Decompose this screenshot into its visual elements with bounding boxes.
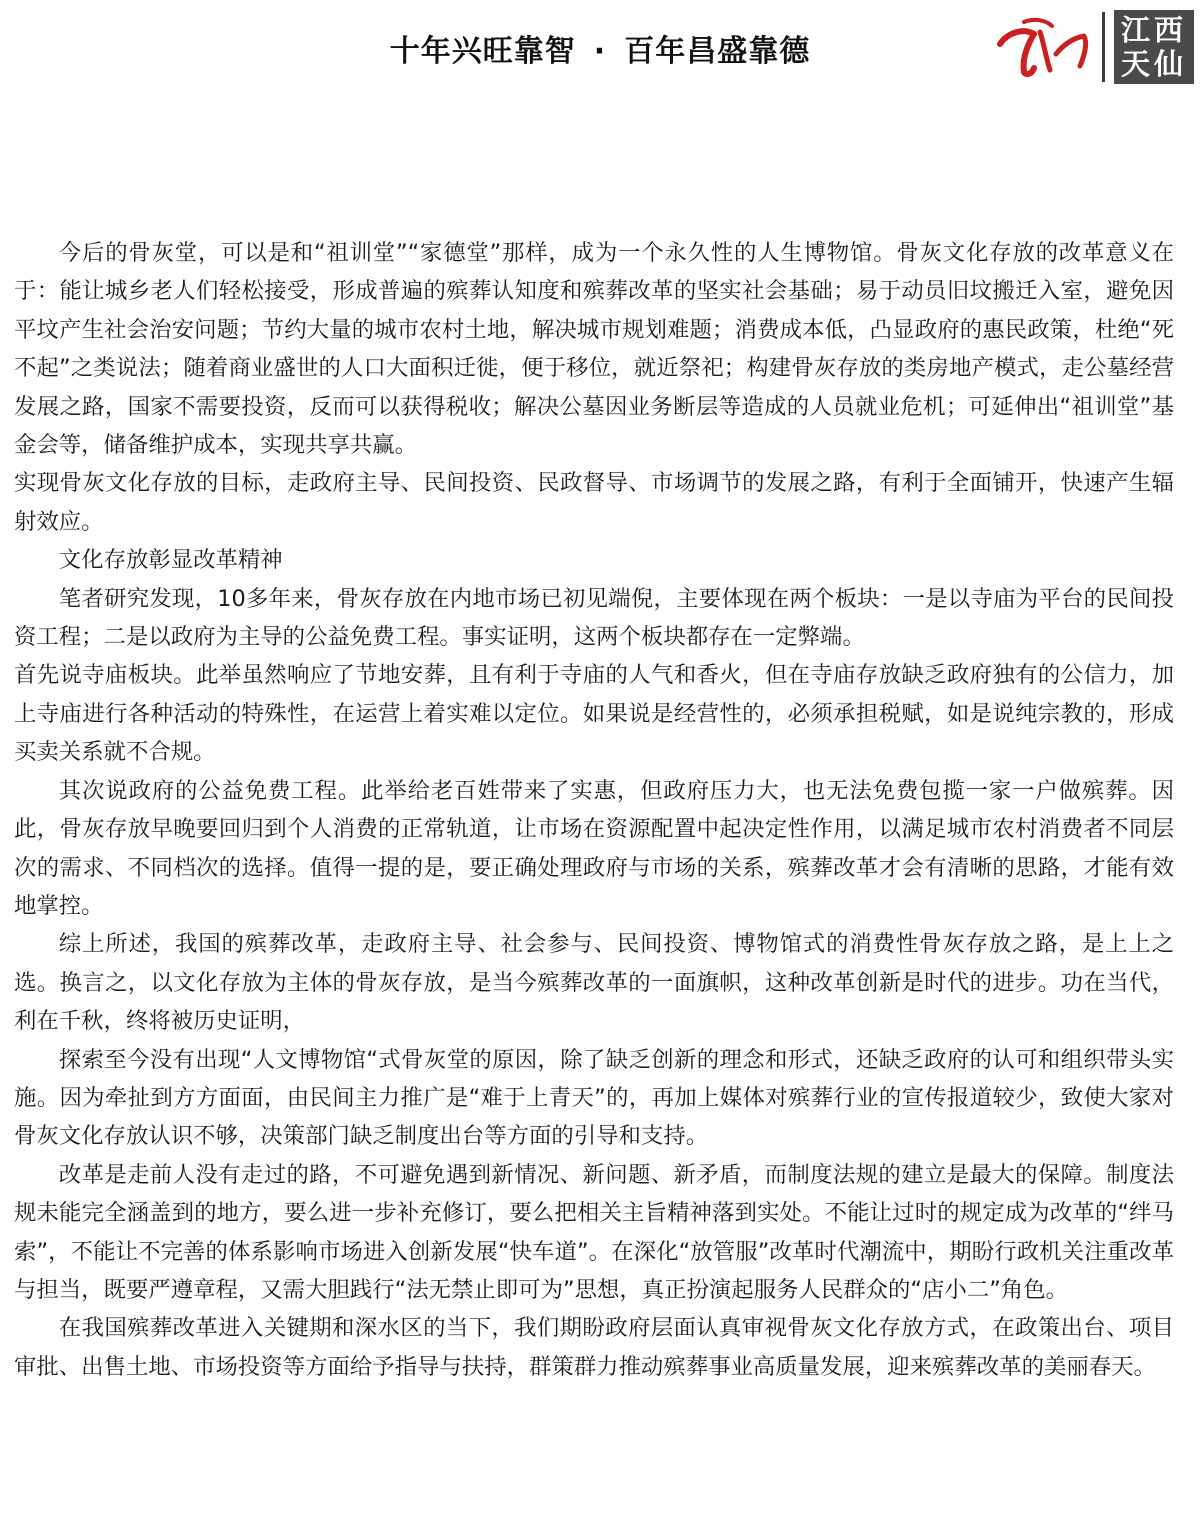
paragraph-conclusion: 在我国殡葬改革进入关键期和深水区的当下，我们期盼政府层面认真审视骨灰文化存放方式，在政策出台、项目审批、出售土地、市场投资等方面给予指导与扶持，群策群力推动殡葬事业高质量发展，迎来殡葬改革的美丽春天。 bbox=[14, 1315, 1174, 1380]
section-heading: 文化存放彰显改革精神 bbox=[58, 547, 283, 574]
motto-left: 十年兴旺靠智 bbox=[389, 34, 576, 69]
motto-right: 百年昌盛靠德 bbox=[624, 34, 811, 69]
paragraph-research: 笔者研究发现，10多年来，骨灰存放在内地市场已初见端倪，主要体现在两个板块：一是以寺庙为平台的民间投资工程；二是以政府为主导的公益免费工程。事实证明，这两个板块都存在一定弊端。 bbox=[14, 585, 1174, 651]
logo-badge-line2: 天仙 bbox=[1120, 47, 1187, 81]
page-header bbox=[0, 0, 1200, 100]
article-body bbox=[14, 234, 1174, 1386]
paragraph-temple-sector: 首先说寺庙板块。此举虽然响应了节地安葬，且有利于寺庙的人气和香火，但在寺庙存放缺乏政府独有的公信力，加上寺庙进行各种活动的特殊性，在运营上着实难以定位。如果说是经营性的，必须承担税赋，如是说纯宗教的，形成买卖关系就不合规。 bbox=[14, 662, 1174, 766]
logo-badge-line1: 江西 bbox=[1120, 13, 1187, 47]
paragraph-goal: 实现骨灰文化存放的目标，走政府主导、民间投资、民政督导、市场调节的发展之路，有利于全面铺开，快速产生辐射效应。 bbox=[14, 470, 1174, 535]
paragraph-exploration: 探索至今没有出现“人文博物馆“式骨灰堂的原因，除了缺乏创新的理念和形式，还缺乏政府的认可和组织带头实施。因为牵扯到方方面面，由民间主力推广是“难于上青天”的，再加上媒体对殡葬行业的宣传报道较少，致使大家对骨灰文化存放认识不够，决策部门缺乏制度出台等方面的引导和支持。 bbox=[14, 1046, 1174, 1150]
calligraphy-logo-icon bbox=[994, 14, 1094, 80]
paragraph-summary: 综上所述，我国的殡葬改革，走政府主导、社会参与、民间投资、博物馆式的消费性骨灰存放之路，是上上之选。换言之，以文化存放为主体的骨灰存放，是当今殡葬改革的一面旗帜，这种改革创新是时代的进步。功在当代，利在千秋，终将被历史证明， bbox=[14, 931, 1174, 1035]
motto-separator: · bbox=[593, 34, 607, 69]
logo-divider bbox=[1102, 12, 1105, 82]
paragraph-significance: 今后的骨灰堂，可以是和“祖训堂”“家德堂”那样，成为一个永久性的人生博物馆。骨灰文化存放的改革意义在于：能让城乡老人们轻松接受，形成普遍的殡葬认知度和殡葬改革的坚实社会基础；易于动员旧坟搬迁入室，避免因平坟产生社会治安问题；节约大量的城市农村土地，解决城市规划难题；消费成本低，凸显政府的惠民政策，杜绝“死不起”之类说法；随着商业盛世的人口大面积迁徙，便于移位，就近祭祀；构建骨灰存放的类房地产模式，走公墓经营发展之路，国家不需要投资，反而可以获得税收；解决公墓因业务断层等造成的人员就业危机；可延伸出“祖训堂”基金会等，储备维护成本，实现共享共赢。 bbox=[14, 240, 1174, 459]
paragraph-reform-path: 改革是走前人没有走过的路，不可避免遇到新情况、新问题、新矛盾，而制度法规的建立是最大的保障。制度法规未能完全涵盖到的地方，要么进一步补充修订，要么把相关主旨精神落到实处。不能让过时的规定成为改革的“绊马索”，不能让不完善的体系影响市场进入创新发展“快车道”。在深化“放管服”改革时代潮流中，期盼行政机关注重改革与担当，既要严遵章程，又需大胆践行“法无禁止即可为”思想，真正扮演起服务人民群众的“店小二”角色。 bbox=[14, 1161, 1174, 1303]
paragraph-public-welfare: 其次说政府的公益免费工程。此举给老百姓带来了实惠，但政府压力大，也无法免费包揽一家一户做殡葬。因此，骨灰存放早晚要回归到个人消费的正常轨道，让市场在资源配置中起决定性作用，以满足城市农村消费者不同层次的需求、不同档次的选择。值得一提的是，要正确处理政府与市场的关系，殡葬改革才会有清晰的思路，才能有效地掌控。 bbox=[14, 777, 1174, 919]
brand-logo bbox=[994, 10, 1200, 84]
logo-badge bbox=[1114, 10, 1194, 84]
